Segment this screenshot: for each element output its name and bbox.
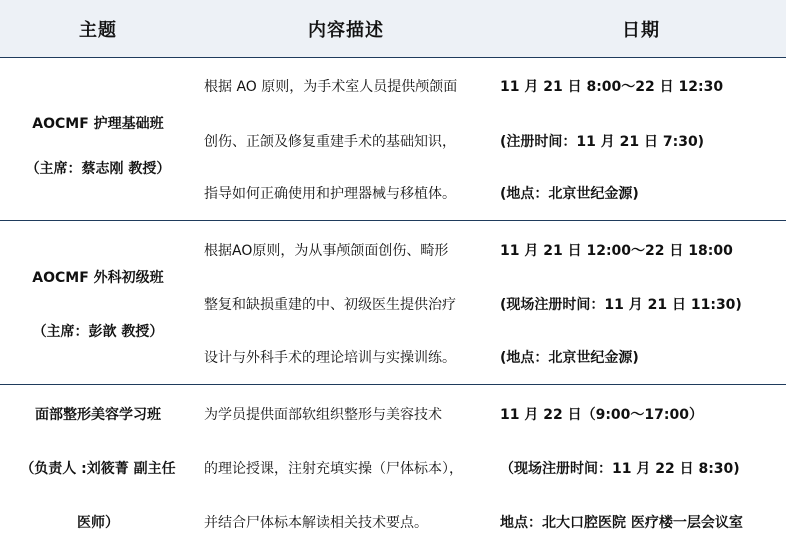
row-topic-line: （主席：彭歆 教授） <box>32 324 164 340</box>
row-date-line: 11 月 21 日 8:00～22 日 12:30 <box>500 79 724 95</box>
row-topic-line: （负责人 :刘筱菁 副主任 <box>20 461 176 477</box>
row-topic-line: （主席：蔡志刚 教授） <box>25 161 171 177</box>
row-date-line: 地点：北大口腔医院 医疗楼一层会议室 <box>500 515 743 531</box>
row-description-line: 整复和缺损重建的中、初级医生提供治疗 <box>204 297 456 313</box>
row-divider <box>0 384 786 385</box>
header-description: 内容描述 <box>308 20 384 41</box>
row-topic-line: 面部整形美容学习班 <box>35 407 161 423</box>
row-topic-line: AOCMF 护理基础班 <box>32 116 164 132</box>
row-date-line: (地点：北京世纪金源) <box>500 186 639 202</box>
row-date-line: 11 月 21 日 12:00～22 日 18:00 <box>500 243 733 259</box>
row-description-line: 为学员提供面部软组织整形与美容技术 <box>204 407 442 423</box>
row-description-line: 根据AO原则，为从事颅颌面创伤、畸形 <box>204 243 449 259</box>
row-description-line: 指导如何正确使用和护理器械与移植体。 <box>204 186 456 202</box>
header-date: 日期 <box>622 20 660 41</box>
row-description-line: 创伤、正颌及修复重建手术的基础知识， <box>204 134 456 150</box>
row-description-line: 并结合尸体标本解读相关技术要点。 <box>204 515 428 531</box>
row-topic-line: AOCMF 外科初级班 <box>32 270 164 286</box>
row-date-line: （现场注册时间：11 月 22 日 8:30) <box>500 461 740 477</box>
row-date-line: (现场注册时间：11 月 21 日 11:30) <box>500 297 742 313</box>
row-topic-line: 医师） <box>77 515 119 531</box>
header-topic: 主题 <box>79 20 117 41</box>
row-description-line: 的理论授课，注射充填实操（尸体标本）， <box>204 461 463 477</box>
row-date-line: (注册时间：11 月 21 日 7:30) <box>500 134 705 150</box>
row-description-line: 根据 AO 原则，为手术室人员提供颅颌面 <box>204 79 458 95</box>
row-description-line: 设计与外科手术的理论培训与实操训练。 <box>204 350 456 366</box>
table-header <box>0 0 786 58</box>
row-date-line: 11 月 22 日（9:00～17:00） <box>500 407 703 423</box>
row-divider <box>0 220 786 221</box>
row-date-line: (地点：北京世纪金源) <box>500 350 639 366</box>
